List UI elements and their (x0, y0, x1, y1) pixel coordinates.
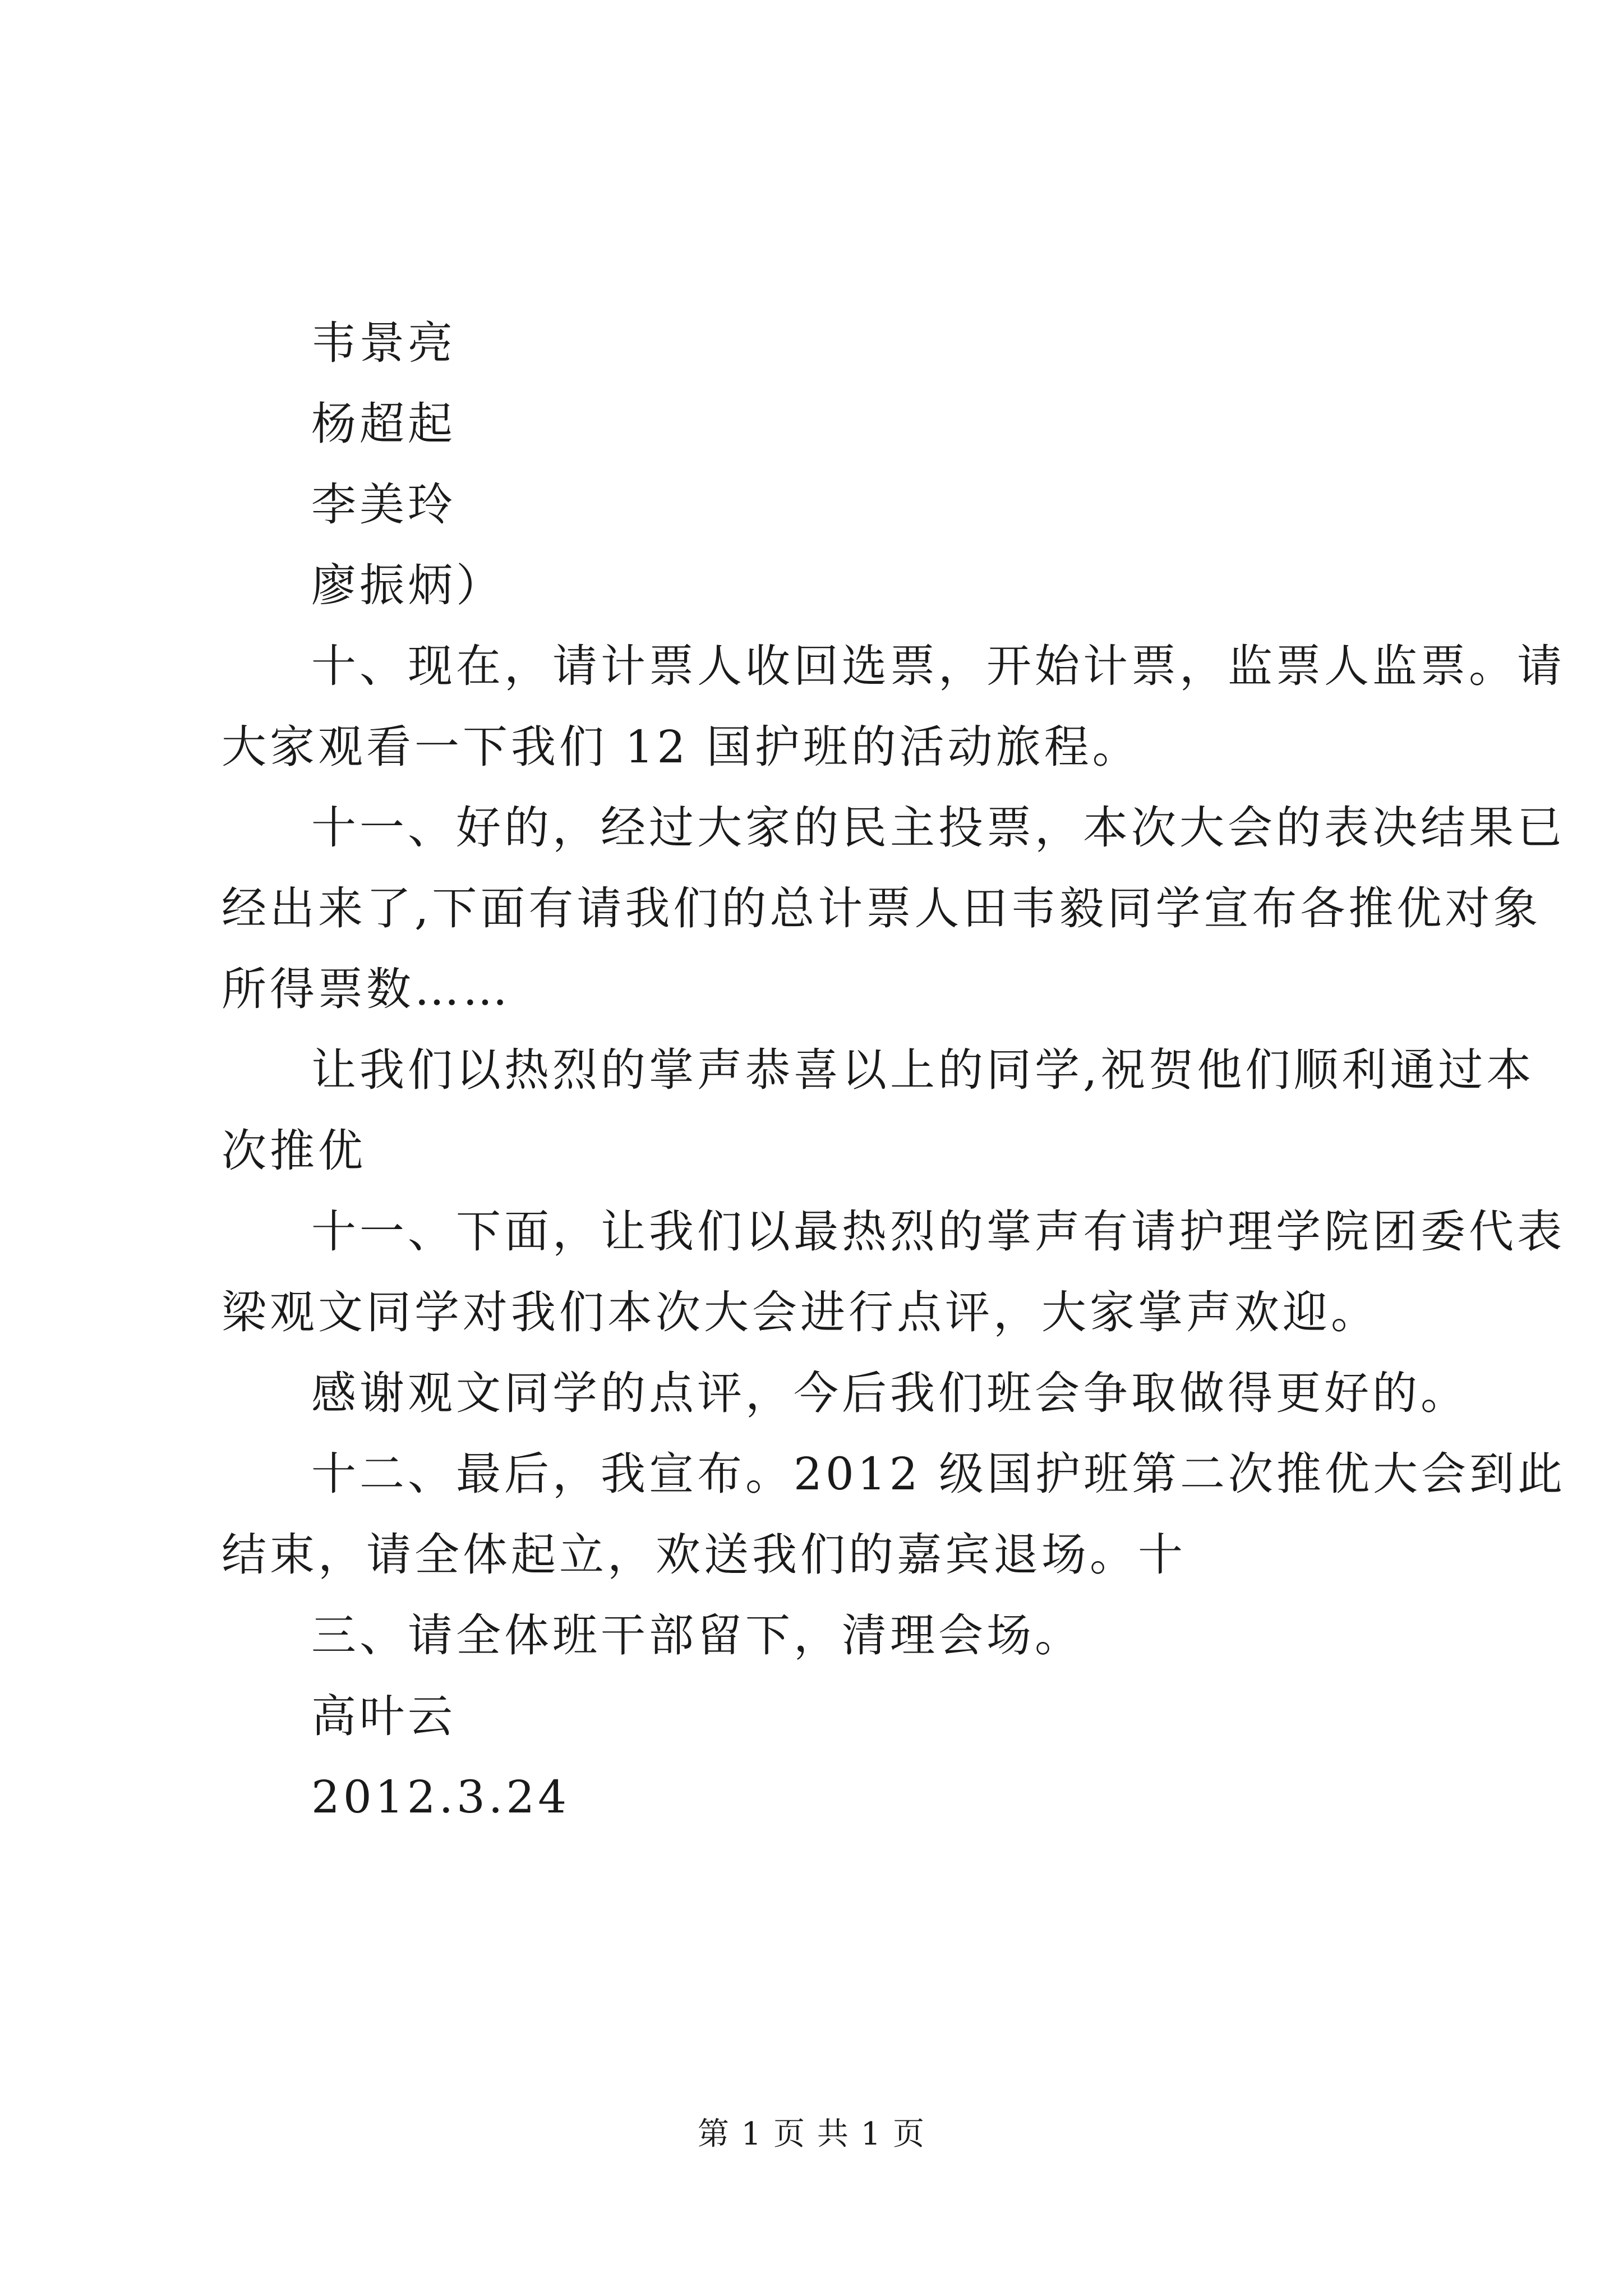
body-line-16: 结束，请全体起立，欢送我们的嘉宾退场。十 (222, 1529, 1186, 1581)
body-line-5: 十、现在，请计票人收回选票，开始计票，监票人监票。请 (311, 640, 1565, 692)
body-line-13: 梁观文同学对我们本次大会进行点评，大家掌声欢迎。 (222, 1286, 1379, 1338)
body-line-14: 感谢观文同学的点评，今后我们班会争取做得更好的。 (311, 1367, 1469, 1419)
body-line-9: 所得票数…… (222, 963, 511, 1015)
body-line-8: 经出来了,下面有请我们的总计票人田韦毅同学宣布各推优对象 (222, 882, 1542, 935)
body-line-6: 大家观看一下我们 12 国护班的活动旅程。 (222, 721, 1141, 773)
body-line-7: 十一、好的，经过大家的民主投票，本次大会的表决结果已 (311, 802, 1565, 854)
document-date: 2012.3.24 (311, 1771, 570, 1823)
body-line-17: 三、请全体班干部留下，清理会场。 (311, 1609, 1083, 1662)
document-body (222, 303, 1566, 1838)
author-name: 高叶云 (311, 1690, 456, 1742)
body-line-15: 十二、最后，我宣布。2012 级国护班第二次推优大会到此 (311, 1448, 1566, 1500)
body-line-3: 李美玲 (311, 478, 456, 531)
body-line-1: 韦景亮 (311, 317, 456, 369)
body-line-2: 杨超起 (311, 398, 456, 450)
body-line-11: 次推优 (222, 1125, 366, 1177)
body-line-12: 十一、下面，让我们以最热烈的掌声有请护理学院团委代表 (311, 1205, 1565, 1258)
body-line-10: 让我们以热烈的掌声恭喜以上的同学,祝贺他们顺利通过本 (311, 1044, 1535, 1096)
page-footer: 第 1 页 共 1 页 (697, 2116, 926, 2152)
body-line-4: 廖振炳） (311, 559, 504, 611)
